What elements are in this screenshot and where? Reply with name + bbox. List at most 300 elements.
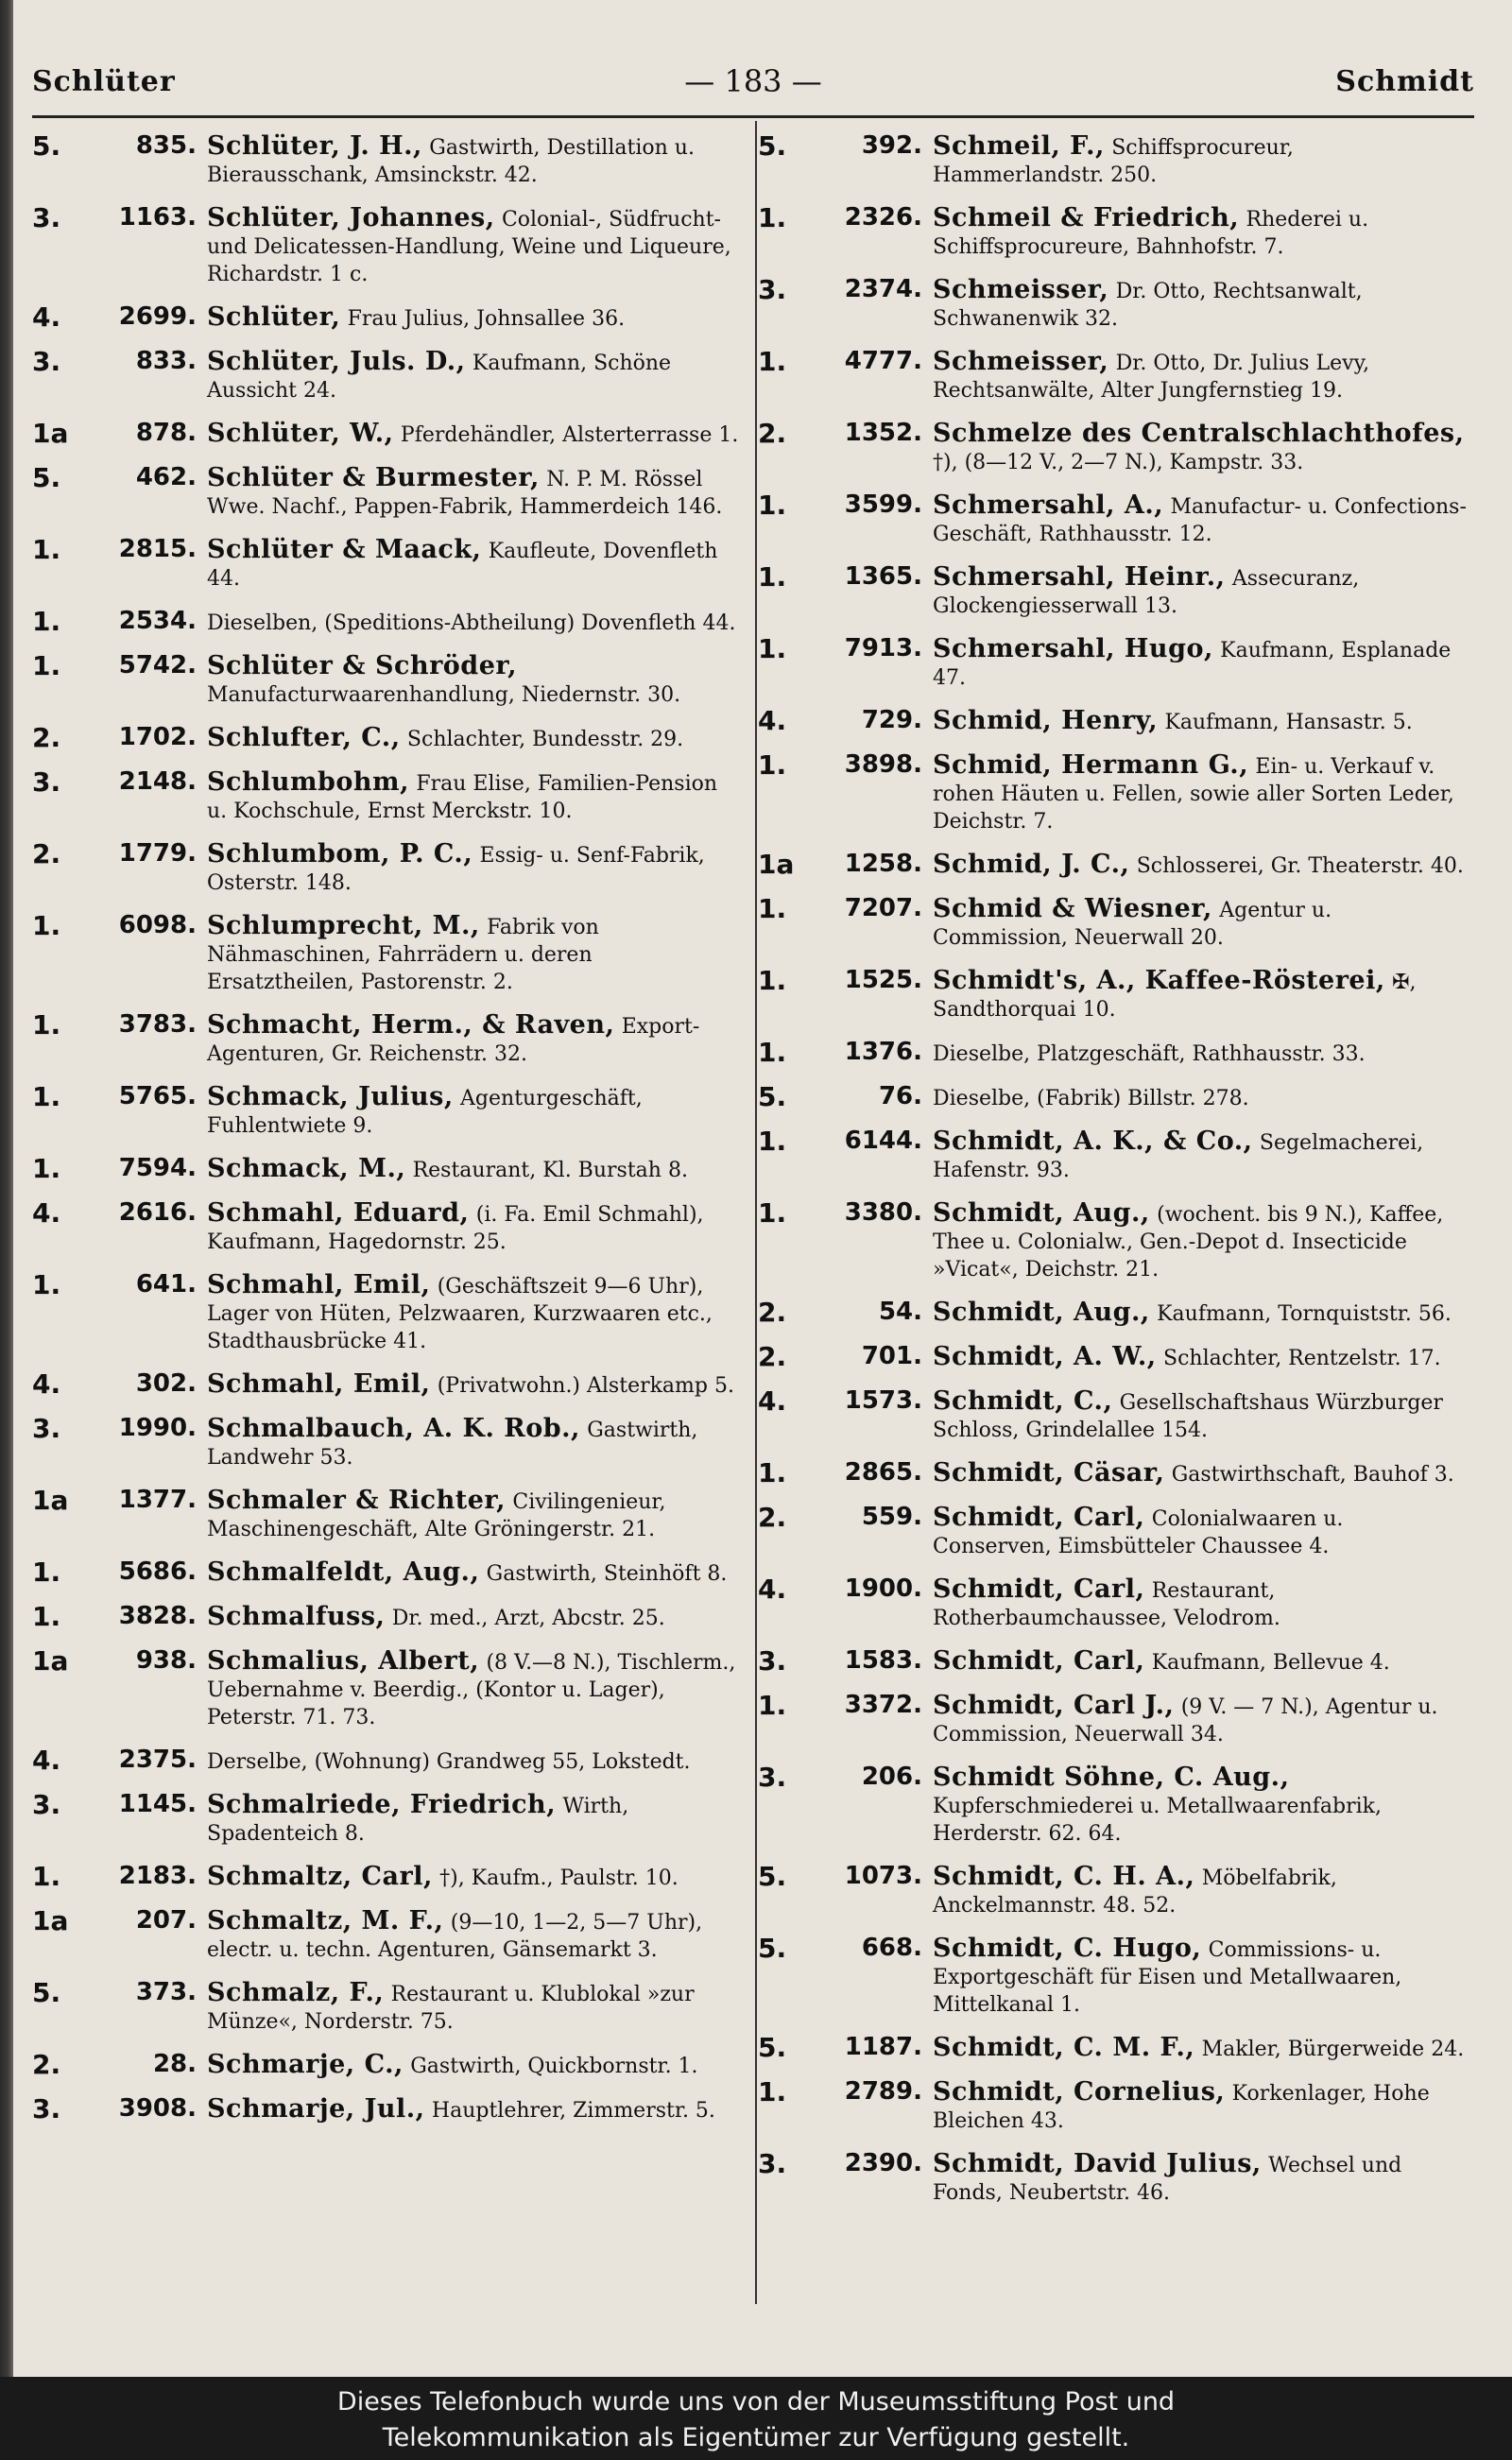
subscriber-details: Gastwirth, Quickbornstr. 1. — [410, 2055, 698, 2078]
directory-entry — [758, 707, 1467, 736]
directory-entry — [32, 1746, 741, 1776]
exchange-zone: 4. — [32, 1745, 61, 1776]
exchange-zone: 2. — [32, 722, 61, 753]
subscriber-name: Schmid, Hermann G., — [933, 750, 1249, 780]
subscriber-name: Schmalfuss, — [207, 1602, 386, 1631]
directory-entry — [32, 420, 741, 449]
subscriber-details: Dr. med., Arzt, Abcstr. 25. — [391, 1607, 665, 1630]
subscriber-name: Schmalbauch, A. K. Rob., — [207, 1414, 580, 1443]
phone-number: 833. — [135, 347, 197, 375]
directory-entry — [32, 608, 741, 637]
subscriber-details: Frau Julius, Johnsallee 36. — [347, 307, 626, 331]
subscriber-name: Schmidt, Carl, — [933, 1646, 1145, 1676]
archive-notice — [0, 2377, 1512, 2460]
phone-number: 1990. — [118, 1414, 197, 1442]
exchange-zone: 1. — [758, 749, 787, 781]
directory-entry — [758, 276, 1467, 333]
subscriber-details: (wochent. bis 9 N.), Kaffee, Thee u. Colonialw., Gen.-Depot d. Insecticide »Vicat«, Deichstr. 21. — [933, 1203, 1444, 1282]
subscriber-name: Schmidt, Aug., — [933, 1298, 1150, 1327]
subscriber-details: Civilingenieur, Maschinengeschäft, Alte Gröningerstr. 21. — [207, 1490, 666, 1541]
phone-number: 5686. — [118, 1557, 197, 1586]
subscriber-name: Schmidt, Aug., — [933, 1198, 1150, 1228]
directory-entry — [32, 840, 741, 897]
exchange-zone: 3. — [758, 2148, 787, 2179]
directory-entry — [32, 1370, 741, 1400]
directory-entry — [758, 420, 1467, 476]
exchange-zone: 3. — [32, 1413, 61, 1444]
directory-entry — [758, 1459, 1467, 1488]
subscriber-name: Schlüter & Schröder, — [207, 651, 518, 680]
directory-entry — [758, 1763, 1467, 1848]
exchange-zone: 1. — [758, 346, 787, 377]
subscriber-details: Pferdehändler, Alsterterrasse 1. — [400, 423, 739, 447]
phone-number: 462. — [135, 463, 197, 491]
archive-notice-line-2: Telekommunikation als Eigentümer zur Verfügung gestellt. — [382, 2423, 1130, 2452]
exchange-zone: 1. — [758, 1037, 787, 1068]
subscriber-name: Schmidt, Carl J., — [933, 1691, 1175, 1720]
subscriber-name: Schmaltz, M. F., — [207, 1906, 444, 1935]
subscriber-name: Schmidt, David Julius, — [933, 2149, 1262, 2178]
subscriber-details: (9—10, 1—2, 5—7 Uhr), electr. u. techn. Agenturen, Gänsemarkt 3. — [207, 1911, 703, 1962]
directory-entry — [32, 1647, 741, 1731]
exchange-zone: 5. — [32, 462, 61, 493]
exchange-zone: 1. — [32, 606, 61, 637]
exchange-zone: 2. — [758, 418, 787, 449]
directory-entry — [32, 1083, 741, 1140]
subscriber-name: Schmelze des Centralschlachthofes, — [933, 419, 1465, 448]
subscriber-details: Gastwirth, Landwehr 53. — [207, 1419, 698, 1470]
subscriber-name: Schlüter, W., — [207, 419, 394, 448]
directory-entry — [758, 132, 1467, 189]
phone-number: 1365. — [844, 562, 922, 591]
subscriber-details: Essig- u. Senf-Fabrik, Osterstr. 148. — [207, 844, 705, 895]
phone-number: 5742. — [118, 651, 197, 680]
header-last-name: Schmidt — [1335, 64, 1474, 98]
phone-number: 1377. — [118, 1486, 197, 1514]
directory-entry — [758, 895, 1467, 952]
directory-entry — [758, 2150, 1467, 2207]
phone-number: 2534. — [118, 607, 197, 635]
phone-number: 1163. — [118, 203, 197, 232]
page-number: — 183 — — [684, 63, 822, 99]
directory-entry — [758, 2034, 1467, 2063]
phone-number: 3599. — [844, 490, 922, 519]
subscriber-details: Schlosserei, Gr. Theaterstr. 40. — [1136, 854, 1464, 878]
exchange-zone: 2. — [32, 2049, 61, 2080]
subscriber-name: Schmaler & Richter, — [207, 1486, 507, 1515]
phone-number: 3828. — [118, 1602, 197, 1630]
subscriber-name: Schmalius, Albert, — [207, 1646, 480, 1676]
directory-entry — [758, 1343, 1467, 1372]
subscriber-name: Schmahl, Emil, — [207, 1369, 431, 1399]
subscriber-name: Schmahl, Eduard, — [207, 1198, 470, 1228]
directory-entry — [758, 1199, 1467, 1283]
exchange-zone: 2. — [32, 838, 61, 869]
directory-entry — [32, 1558, 741, 1588]
exchange-zone: 4. — [32, 1197, 61, 1229]
directory-entry — [758, 1863, 1467, 1919]
directory-entry — [32, 1415, 741, 1471]
subscriber-details: Frau Elise, Familien-Pension u. Kochschule, Ernst Merckstr. 10. — [207, 772, 718, 823]
subscriber-name: Schmidt, Carl, — [933, 1503, 1145, 1532]
phone-number: 4777. — [844, 347, 922, 375]
header-first-name: Schlüter — [32, 64, 176, 98]
subscriber-name: Schmack, Julius, — [207, 1082, 454, 1111]
directory-entry — [758, 204, 1467, 261]
phone-number: 2183. — [118, 1862, 197, 1890]
phone-number: 1900. — [844, 1574, 922, 1603]
directory-entry — [758, 1575, 1467, 1632]
exchange-zone: 1. — [32, 1601, 61, 1632]
phone-number: 7594. — [118, 1154, 197, 1182]
subscriber-name: Schmeisser, — [933, 275, 1109, 304]
subscriber-details: Restaurant, Kl. Burstah 8. — [412, 1159, 688, 1182]
subscriber-name: Schmeil, F., — [933, 131, 1105, 161]
phone-number: 701. — [861, 1342, 922, 1370]
subscriber-name: Schmidt, C., — [933, 1386, 1113, 1416]
directory-entry — [32, 536, 741, 593]
directory-entry — [32, 464, 741, 521]
directory-entry — [32, 1199, 741, 1256]
phone-number: 1352. — [844, 419, 922, 447]
exchange-zone: 3. — [758, 274, 787, 305]
subscriber-details: Gastwirth, Destillation u. Bierausschank, Amsinckstr. 42. — [207, 136, 695, 187]
phone-number: 2699. — [118, 302, 197, 331]
phone-number: 1525. — [844, 966, 922, 994]
phone-number: 6098. — [118, 911, 197, 939]
subscriber-name: Schmid & Wiesner, — [933, 894, 1212, 923]
exchange-zone: 1. — [32, 1081, 61, 1112]
exchange-zone: 1. — [758, 561, 787, 593]
subscriber-name: Schlüter & Maack, — [207, 535, 482, 564]
subscriber-name: Schlüter, Juls. D., — [207, 347, 466, 376]
directory-entry — [32, 1791, 741, 1848]
subscriber-name: Schlüter, J. H., — [207, 131, 422, 161]
directory-entry — [32, 2095, 741, 2125]
subscriber-details: Commissions- u. Exportgeschäft für Eisen und Metallwaaren, Mittelkanal 1. — [933, 1938, 1402, 2017]
column-divider — [755, 121, 757, 2304]
directory-entry — [758, 2078, 1467, 2135]
subscriber-details: Dr. Otto, Rechtsanwalt, Schwanenwik 32. — [933, 280, 1363, 331]
phone-number: 302. — [135, 1369, 197, 1398]
subscriber-details: Manufactur- u. Confections-Geschäft, Rathhausstr. 12. — [933, 495, 1467, 546]
directory-entry — [32, 652, 741, 709]
subscriber-details: Fabrik von Nähmaschinen, Fahrrädern u. deren Ersatztheilen, Pastorenstr. 2. — [207, 916, 599, 994]
exchange-zone: 4. — [758, 1385, 787, 1417]
phone-number: 1073. — [844, 1862, 922, 1890]
subscriber-name: Schmeisser, — [933, 347, 1109, 376]
exchange-zone: 1. — [32, 650, 61, 681]
subscriber-details: Wirth, Spadenteich 8. — [207, 1795, 629, 1846]
directory-entry — [758, 1083, 1467, 1112]
exchange-zone: 1a — [758, 849, 795, 880]
subscriber-name: Schmalz, F., — [207, 1978, 385, 2007]
exchange-zone: 1a — [32, 418, 69, 449]
subscriber-details: Kaufmann, Esplanade 47. — [933, 639, 1452, 690]
subscriber-name: Schmidt, C. H. A., — [933, 1862, 1195, 1891]
directory-entry — [32, 768, 741, 825]
directory-entry — [32, 1155, 741, 1184]
phone-number: 878. — [135, 419, 197, 447]
exchange-zone: 1. — [32, 1557, 61, 1588]
subscriber-details: Ein- u. Verkauf v. rohen Häuten u. Fellen, sowie aller Sorten Leder, Deichstr. 7. — [933, 755, 1454, 834]
exchange-zone: 1. — [32, 1861, 61, 1892]
exchange-zone: 3. — [32, 346, 61, 377]
subscriber-details: Derselbe, (Wohnung) Grandweg 55, Lokstedt. — [207, 1750, 691, 1774]
subscriber-details: Manufacturwaarenhandlung, Niedernstr. 30. — [207, 683, 681, 707]
subscriber-name: Schmarje, Jul., — [207, 2094, 425, 2124]
directory-entry — [32, 132, 741, 189]
directory-entry — [32, 303, 741, 333]
subscriber-details: Agentur u. Commission, Neuerwall 20. — [933, 899, 1332, 950]
subscriber-details: Restaurant u. Klublokal »zur Münze«, Norderstr. 75. — [207, 1983, 695, 2034]
exchange-zone: 1. — [758, 490, 787, 521]
subscriber-name: Schmidt, Carl, — [933, 1574, 1145, 1604]
subscriber-details: (9 V. — 7 N.), Agentur u. Commission, Neuerwall 34. — [933, 1695, 1438, 1746]
phone-number: 1258. — [844, 850, 922, 878]
phone-number: 2865. — [844, 1458, 922, 1487]
subscriber-name: Schmaltz, Carl, — [207, 1862, 433, 1891]
directory-entry — [758, 1039, 1467, 1068]
exchange-zone: 1. — [32, 1153, 61, 1184]
subscriber-name: Schmack, M., — [207, 1154, 406, 1183]
exchange-zone: 2. — [758, 1341, 787, 1372]
subscriber-details: (i. Fa. Emil Schmahl), Kaufmann, Hagedornstr. 25. — [207, 1203, 704, 1254]
exchange-zone: 4. — [32, 1368, 61, 1400]
exchange-zone: 3. — [32, 202, 61, 233]
phone-number: 1145. — [118, 1790, 197, 1818]
exchange-zone: 2. — [758, 1297, 787, 1328]
exchange-zone: 3. — [32, 766, 61, 798]
subscriber-name: Schlumprecht, M., — [207, 911, 480, 940]
phone-number: 2374. — [844, 275, 922, 303]
directory-entry — [758, 1299, 1467, 1328]
subscriber-details: Schiffsprocureur, Hammerlandstr. 250. — [933, 136, 1294, 187]
exchange-zone: 1. — [758, 893, 787, 924]
directory-entry — [758, 1504, 1467, 1560]
directory-entry — [32, 1271, 741, 1355]
directory-entry — [32, 1979, 741, 2036]
subscriber-name: Schmidt Söhne, C. Aug., — [933, 1763, 1290, 1792]
exchange-zone: 5. — [32, 130, 61, 162]
exchange-zone: 1. — [758, 1126, 787, 1157]
phone-number: 3783. — [118, 1010, 197, 1039]
exchange-zone: 3. — [758, 1762, 787, 1793]
exchange-zone: 1. — [758, 633, 787, 664]
subscriber-name: Schmid, Henry, — [933, 706, 1159, 735]
subscriber-details: (Geschäftszeit 9—6 Uhr), Lager von Hüten, Pelzwaaren, Kurzwaaren etc., Stadthausbrücke 41. — [207, 1275, 713, 1353]
phone-number: 938. — [135, 1646, 197, 1675]
phone-number: 668. — [861, 1934, 922, 1962]
exchange-zone: 1. — [32, 1009, 61, 1041]
directory-entry — [758, 751, 1467, 835]
phone-number: 54. — [878, 1298, 922, 1326]
exchange-zone: 1. — [758, 1690, 787, 1721]
phone-number: 2148. — [118, 767, 197, 796]
subscriber-details: Colonialwaaren u. Conserven, Eimsbütteler Chaussee 4. — [933, 1507, 1344, 1558]
directory-entry — [32, 2051, 741, 2080]
phone-number: 2789. — [844, 2077, 922, 2106]
subscriber-details: Schlachter, Rentzelstr. 17. — [1163, 1347, 1441, 1370]
subscriber-details: Kaufmann, Bellevue 4. — [1151, 1651, 1390, 1675]
exchange-zone: 4. — [758, 705, 787, 736]
phone-number: 1187. — [844, 2033, 922, 2061]
subscriber-name: Schlumbohm, — [207, 767, 410, 797]
phone-number: 392. — [861, 131, 922, 160]
directory-entry — [32, 1603, 741, 1632]
subscriber-details: Makler, Bürgerweide 24. — [1201, 2038, 1465, 2061]
exchange-zone: 5. — [758, 1081, 787, 1112]
phone-number: 641. — [135, 1270, 197, 1299]
phone-number: 373. — [135, 1978, 197, 2006]
exchange-zone: 5. — [758, 1861, 787, 1892]
subscriber-name: Schmarje, C., — [207, 2050, 404, 2079]
subscriber-name: Schmidt, C. M. F., — [933, 2033, 1195, 2062]
phone-number: 1573. — [844, 1386, 922, 1415]
exchange-zone: 3. — [32, 1789, 61, 1820]
subscriber-name: Schmeil & Friedrich, — [933, 203, 1240, 232]
phone-number: 28. — [152, 2050, 197, 2078]
directory-entry — [32, 1907, 741, 1964]
phone-number: 6144. — [844, 1127, 922, 1155]
subscriber-name: Schmersahl, A., — [933, 490, 1164, 520]
subscriber-details: †), (8—12 V., 2—7 N.), Kampstr. 33. — [933, 451, 1304, 474]
subscriber-name: Schlüter, Johannes, — [207, 203, 495, 232]
phone-number: 2616. — [118, 1198, 197, 1227]
exchange-zone: 4. — [758, 1574, 787, 1605]
phone-number: 729. — [861, 706, 922, 734]
page-header — [32, 53, 1474, 110]
phone-number: 3898. — [844, 750, 922, 779]
directory-entry — [32, 348, 741, 404]
phone-number: 559. — [861, 1503, 922, 1531]
directory-entry — [758, 563, 1467, 620]
subscriber-name: Schmacht, Herm., & Raven, — [207, 1010, 615, 1040]
subscriber-details: Restaurant, Rotherbaumchaussee, Velodrom. — [933, 1579, 1280, 1630]
subscriber-details: Kaufmann, Tornquiststr. 56. — [1157, 1302, 1452, 1326]
phone-number: 1702. — [118, 723, 197, 751]
directory-entry — [32, 912, 741, 996]
subscriber-details: Möbelfabrik, Anckelmannstr. 48. 52. — [933, 1867, 1337, 1918]
exchange-zone: 1a — [32, 1905, 69, 1936]
subscriber-name: Schmersahl, Heinr., — [933, 562, 1226, 592]
subscriber-name: Schmidt, Cäsar, — [933, 1458, 1165, 1488]
exchange-zone: 1. — [32, 1269, 61, 1300]
subscriber-details: Colonial-, Südfrucht- und Delicatessen-Handlung, Weine und Liqueure, Richardstr. 1 c. — [207, 208, 731, 286]
phone-number: 5765. — [118, 1082, 197, 1110]
exchange-zone: 2. — [758, 1502, 787, 1533]
exchange-zone: 1. — [32, 910, 61, 941]
subscriber-name: Schlüter, — [207, 302, 341, 332]
phone-number: 3372. — [844, 1691, 922, 1719]
exchange-zone: 1. — [758, 1197, 787, 1229]
phone-number: 835. — [135, 131, 197, 160]
subscriber-name: Schmidt's, A., Kaffee-Rösterei, — [933, 966, 1385, 995]
header-rule — [32, 115, 1474, 118]
subscriber-details: Dieselbe, Platzgeschäft, Rathhausstr. 33. — [933, 1042, 1366, 1066]
directory-entry — [758, 1935, 1467, 2019]
subscriber-name: Schmersahl, Hugo, — [933, 634, 1213, 663]
directory-entry — [758, 635, 1467, 692]
subscriber-name: Schmahl, Emil, — [207, 1270, 431, 1299]
directory-entry — [32, 204, 741, 288]
subscriber-name: Schmidt, C. Hugo, — [933, 1934, 1202, 1963]
subscriber-details: Rhederei u. Schiffsprocureure, Bahnhofstr. 7. — [933, 208, 1369, 259]
exchange-zone: 1. — [758, 2076, 787, 2107]
subscriber-name: Schmid, J. C., — [933, 850, 1130, 879]
directory-entry — [758, 1692, 1467, 1748]
subscriber-details: N. P. M. Rössel Wwe. Nachf., Pappen-Fabrik, Hammerdeich 146. — [207, 468, 723, 519]
phone-number: 206. — [861, 1763, 922, 1791]
subscriber-details: †), Kaufm., Paulstr. 10. — [439, 1867, 679, 1890]
subscriber-details: Hauptlehrer, Zimmerstr. 5. — [431, 2099, 715, 2123]
phone-number: 1583. — [844, 1646, 922, 1675]
exchange-zone: 3. — [758, 1645, 787, 1677]
subscriber-name: Schlumbom, P. C., — [207, 839, 473, 869]
exchange-zone: 5. — [758, 1933, 787, 1964]
exchange-zone: 5. — [758, 2032, 787, 2063]
subscriber-details: Kaufmann, Hansastr. 5. — [1164, 711, 1413, 734]
subscriber-details: Kaufmann, Schöne Aussicht 24. — [207, 352, 672, 403]
subscriber-details: Gesellschaftshaus Würzburger Schloss, Grindelallee 154. — [933, 1391, 1443, 1442]
phone-number: 2390. — [844, 2149, 922, 2177]
phone-number: 3380. — [844, 1198, 922, 1227]
directory-entry — [758, 1387, 1467, 1444]
directory-entry — [758, 348, 1467, 404]
subscriber-name: Schlüter & Burmester, — [207, 463, 540, 492]
exchange-zone: 1. — [758, 965, 787, 996]
subscriber-details: Korkenlager, Hohe Bleichen 43. — [933, 2082, 1430, 2133]
directory-entry — [758, 491, 1467, 548]
exchange-zone: 1a — [32, 1485, 69, 1516]
subscriber-name: Schmalfeldt, Aug., — [207, 1557, 480, 1587]
subscriber-details: ✠, Sandthorquai 10. — [933, 971, 1417, 1022]
subscriber-details: Dieselbe, (Fabrik) Billstr. 278. — [933, 1087, 1249, 1110]
exchange-zone: 1. — [758, 202, 787, 233]
directory-entry — [758, 851, 1467, 880]
subscriber-name: Schmidt, A. W., — [933, 1342, 1157, 1371]
subscriber-details: Dr. Otto, Dr. Julius Levy, Rechtsanwälte, Alter Jungfernstieg 19. — [933, 352, 1370, 403]
phone-number: 2326. — [844, 203, 922, 232]
subscriber-details: Schlachter, Bundesstr. 29. — [406, 728, 684, 751]
directory-entry — [758, 1127, 1467, 1184]
exchange-zone: 3. — [32, 2093, 61, 2125]
archive-notice-line-1: Dieses Telefonbuch wurde uns von der Museumsstiftung Post und — [336, 2387, 1176, 2417]
phone-number: 1779. — [118, 839, 197, 868]
book-spine-edge — [0, 0, 13, 2377]
subscriber-details: Agenturgeschäft, Fuhlentwiete 9. — [207, 1087, 643, 1138]
subscriber-name: Schmidt, A. K., & Co., — [933, 1127, 1253, 1156]
exchange-zone: 5. — [758, 130, 787, 162]
directory-entry — [32, 1011, 741, 1068]
subscriber-details: (8 V.—8 N.), Tischlerm., Uebernahme v. Beerdig., (Kontor u. Lager), Peterstr. 71. 73. — [207, 1651, 736, 1729]
directory-entry — [32, 724, 741, 753]
subscriber-name: Schmalriede, Friedrich, — [207, 1790, 557, 1819]
subscriber-details: Dieselben, (Speditions-Abtheilung) Dovenfleth 44. — [207, 611, 736, 635]
directory-entry — [758, 1647, 1467, 1677]
directory-entry — [32, 1863, 741, 1892]
phone-number: 207. — [135, 1906, 197, 1935]
directory-entry — [32, 1487, 741, 1543]
phone-number: 1376. — [844, 1038, 922, 1066]
phone-number: 3908. — [118, 2094, 197, 2123]
subscriber-details: (Privatwohn.) Alsterkamp 5. — [437, 1374, 734, 1398]
phone-number: 76. — [878, 1082, 922, 1110]
exchange-zone: 1. — [32, 534, 61, 565]
directory-entry — [758, 967, 1467, 1024]
phone-number: 2815. — [118, 535, 197, 563]
subscriber-details: Gastwirth, Steinhöft 8. — [486, 1562, 728, 1586]
